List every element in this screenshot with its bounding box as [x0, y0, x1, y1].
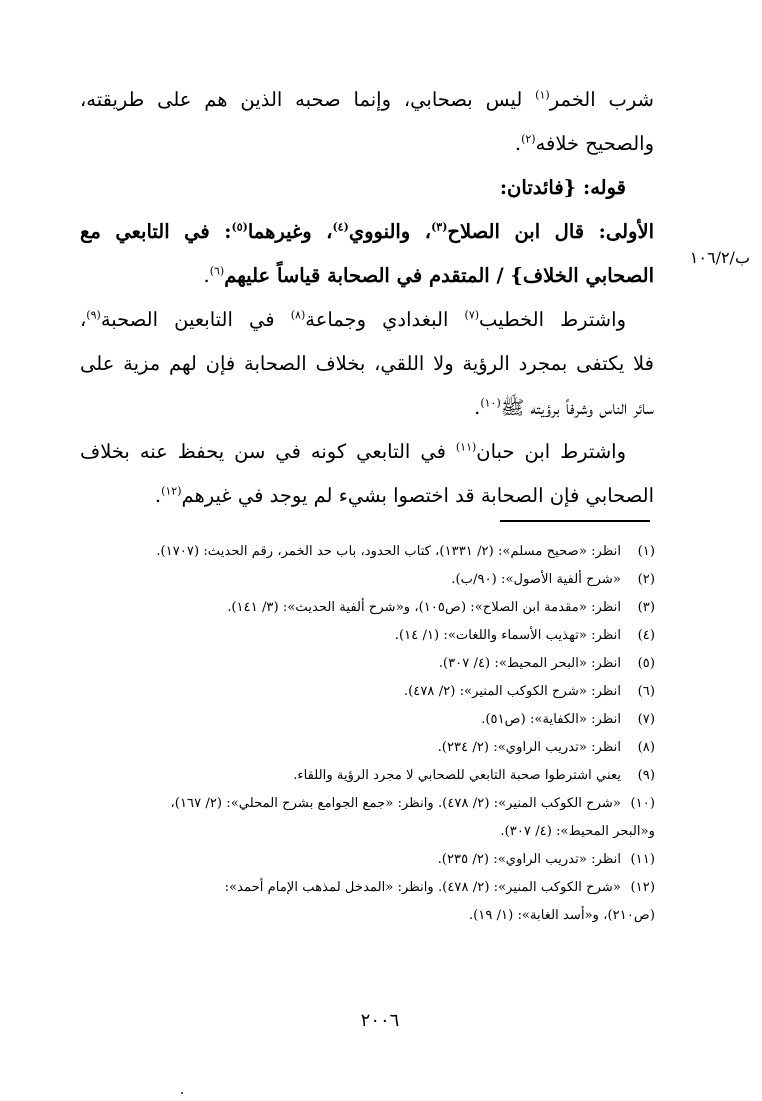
body-line: سائر الناس وشرفاً برؤيته ﷺ$^{(١٠)}$.	[474, 396, 654, 419]
footnote-separator	[500, 520, 650, 522]
footnote-text: يعني اشترطوا صحبة التابعي للصحابي لا مجرد الرؤية واللقاء.	[293, 768, 621, 783]
footnote	[80, 846, 655, 874]
footnote	[80, 874, 655, 930]
body-line: واشترط الخطيب$^{(٧)}$ البغدادي وجماعة$^{(٨)}$ في التابعين الصحبة$^{(٩)}$،	[80, 308, 626, 331]
footnote-marker[interactable]: (٤)	[332, 220, 349, 234]
footnote-number: (٨)	[637, 740, 655, 755]
footnote-text: «شرح الكوكب المنير»: (٢/ ٤٧٨). وانظر: «جمع الجوامع بشرح المحلي»: (٢/ ١٦٧)،	[170, 796, 621, 811]
footnote	[80, 706, 655, 734]
body-text	[80, 78, 654, 518]
footnote-marker[interactable]: (١٢)	[161, 484, 182, 498]
body-line: شرب الخمر$^{(١)}$ ليس بصحابي، وإنما صحبه الذين هم على طريقته،	[80, 88, 654, 111]
footnote	[80, 790, 655, 846]
footnote-text: انظر: «تدريب الراوي»: (٢/ ٢٣٥).	[437, 852, 621, 867]
footnote-text: انظر: «شرح الكوكب المنير»: (٢/ ٤٧٨).	[403, 684, 621, 699]
footnote-marker[interactable]: (١٠)	[480, 396, 501, 410]
footnote-continuation: (ص٢١٠)، و«أسد الغابة»: (١/ ١٩).	[468, 908, 655, 923]
footnote-number: (٥)	[637, 656, 655, 671]
body-line: الأولى: قال ابن الصلاح$^{(٣)}$، والنووي$^{(٤)}$، وغيرهما$^{(٥)}$: في التابعي مع	[80, 220, 654, 243]
body-line: فلا يكتفى بمجرد الرؤية ولا اللقي، بخلاف الصحابة فإن لهم مزية على	[80, 352, 654, 375]
page-number: ٢٠٠٦	[360, 1010, 400, 1031]
footnote-number: (١٠)	[630, 796, 655, 811]
margin-manuscript-reference: ب/١٠٦/٢	[689, 248, 750, 267]
body-line: الصحابي الخلاف} / المتقدم في الصحابة قياساً عليهم$^{(٦)}$.	[203, 264, 654, 287]
footnote	[80, 650, 655, 678]
footnote	[80, 734, 655, 762]
footnote	[80, 538, 655, 566]
footnote-text: انظر: «مقدمة ابن الصلاح»: (ص١٠٥)، و«شرح ألفية الحديث»: (٣/ ١٤١).	[227, 600, 621, 615]
footnote	[80, 622, 655, 650]
footnote-text: انظر: «الكفاية»: (ص٥١).	[481, 712, 621, 727]
footnote-continuation: و«البحر المحيط»: (٤/ ٣٠٧).	[500, 824, 655, 839]
footnote-number: (١٢)	[630, 880, 655, 895]
footnote-number: (٩)	[637, 768, 655, 783]
footnote-marker[interactable]: (٨)	[290, 308, 306, 322]
footnote-number: (١)	[637, 544, 655, 559]
scan-speck	[181, 1092, 183, 1094]
footnote-marker[interactable]: (٩)	[86, 308, 101, 322]
footnote-text: انظر: «البحر المحيط»: (٤/ ٣٠٧).	[438, 656, 621, 671]
footnote	[80, 566, 655, 594]
footnote-marker[interactable]: (١١)	[455, 440, 477, 454]
footnote-number: (١١)	[630, 852, 655, 867]
footnote-number: (٧)	[637, 712, 655, 727]
footnote-number: (٢)	[637, 572, 655, 587]
footnote	[80, 762, 655, 790]
footnotes	[80, 538, 655, 930]
footnote	[80, 594, 655, 622]
footnote-number: (٦)	[637, 684, 655, 699]
footnote-marker[interactable]: (٥)	[231, 220, 248, 234]
footnote-marker[interactable]: (١)	[535, 88, 550, 102]
footnote-marker[interactable]: (٣)	[431, 220, 448, 234]
body-line: واشترط ابن حبان$^{(١١)}$ في التابعي كونه في سن يحفظ عنه بخلاف	[80, 440, 626, 463]
footnote-text: «شرح ألفية الأصول»: (٩٠/ب).	[451, 572, 621, 587]
footnote-text: «شرح الكوكب المنير»: (٢/ ٤٧٨). وانظر: «المدخل لمذهب الإمام أحمد»:	[224, 880, 621, 895]
footnote-marker[interactable]: (٧)	[464, 308, 480, 322]
footnote	[80, 678, 655, 706]
footnote-text: انظر: «تدريب الراوي»: (٢/ ٢٣٤).	[437, 740, 621, 755]
footnote-text: انظر: «تهذيب الأسماء واللغات»: (١/ ١٤).	[394, 628, 621, 643]
footnote-marker[interactable]: (٦)	[209, 264, 225, 278]
footnote-text: انظر: «صحيح مسلم»: (٢/ ١٣٣١)، كتاب الحدود، باب حد الخمر، رقم الحديث: (١٧٠٧).	[156, 544, 621, 559]
body-line: والصحيح خلافه$^{(٢)}$.	[514, 132, 654, 155]
footnote-number: (٤)	[637, 628, 655, 643]
section-heading: قوله: {فائدتان:	[499, 176, 626, 199]
footnote-marker[interactable]: (٢)	[521, 132, 536, 146]
footnote-number: (٣)	[637, 600, 655, 615]
body-line: الصحابي فإن الصحابة قد اختصوا بشيء لم يوجد في غيرهم$^{(١٢)}$.	[154, 484, 654, 507]
